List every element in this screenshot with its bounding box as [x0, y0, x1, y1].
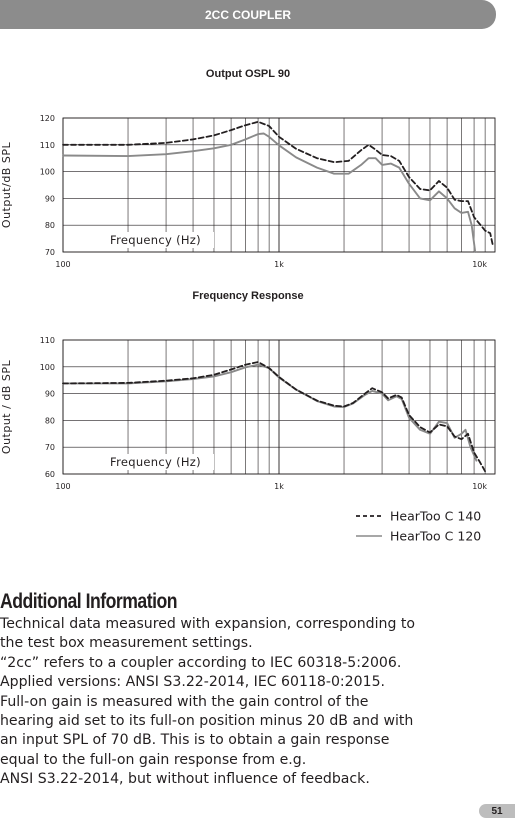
legend-label: HearToo C 140: [390, 508, 482, 524]
section-title: 2CC COUPLER: [204, 7, 291, 22]
y-tick-label: 100: [39, 167, 55, 177]
x-axis-label: Frequency (Hz): [110, 455, 201, 469]
info-heading: Additional Information: [0, 590, 178, 613]
info-line: ANSI S3.22-2014, but without influence of feedback.: [0, 771, 370, 788]
info-line: an input SPL of 70 dB. This is to obtain a gain response: [0, 732, 390, 749]
chart-title: Frequency Response: [192, 290, 304, 302]
legend: [356, 509, 481, 544]
x-tick-label: 10k: [472, 482, 487, 491]
legend-label: HearToo C 120: [390, 528, 482, 544]
chart-2: [0, 290, 495, 491]
series-line-heartoo-c-120: [63, 365, 476, 461]
info-text: [0, 615, 510, 790]
x-tick-label: 1k: [274, 260, 284, 269]
info-line: Technical data measured with expansion, corresponding to: [0, 616, 416, 632]
info-line: hearing aid set to its full-on position minus 20 dB and with: [0, 713, 414, 730]
y-tick-label: 80: [44, 416, 55, 426]
y-tick-label: 120: [39, 114, 55, 123]
x-tick-label: 10k: [472, 260, 487, 269]
y-axis-label: Output / dB SPL: [0, 359, 13, 455]
x-tick-label: 100: [55, 482, 71, 491]
info-line: Full-on gain is measured with the gain control of the: [0, 693, 369, 710]
y-tick-label: 90: [44, 389, 55, 399]
info-line: the test box measurement settings.: [0, 635, 253, 652]
page-number: 51: [479, 804, 515, 818]
y-tick-label: 80: [44, 221, 55, 231]
y-tick-label: 110: [39, 140, 55, 150]
series-line-heartoo-c-140: [63, 122, 493, 247]
y-tick-label: 70: [44, 443, 55, 453]
x-axis-label: Frequency (Hz): [110, 233, 201, 247]
y-axis-label: Output/dB SPL: [0, 141, 13, 229]
info-line: “2cc” refers to a coupler according to IEC 60318-5:2006.: [0, 654, 402, 671]
y-tick-label: 70: [44, 248, 55, 257]
y-tick-label: 60: [44, 470, 55, 479]
x-tick-label: 1k: [274, 482, 284, 491]
chart-title: Output OSPL 90: [205, 68, 291, 80]
chart-1: [0, 68, 495, 269]
x-tick-label: 100: [55, 260, 71, 269]
info-line: Applied versions: ANSI S3.22-2014, IEC 60118-0:2015.: [0, 674, 386, 691]
y-tick-label: 100: [39, 362, 55, 372]
info-line: equal to the full-on gain response from e.g.: [0, 751, 307, 768]
y-tick-label: 90: [44, 194, 55, 204]
y-tick-label: 110: [39, 336, 55, 345]
